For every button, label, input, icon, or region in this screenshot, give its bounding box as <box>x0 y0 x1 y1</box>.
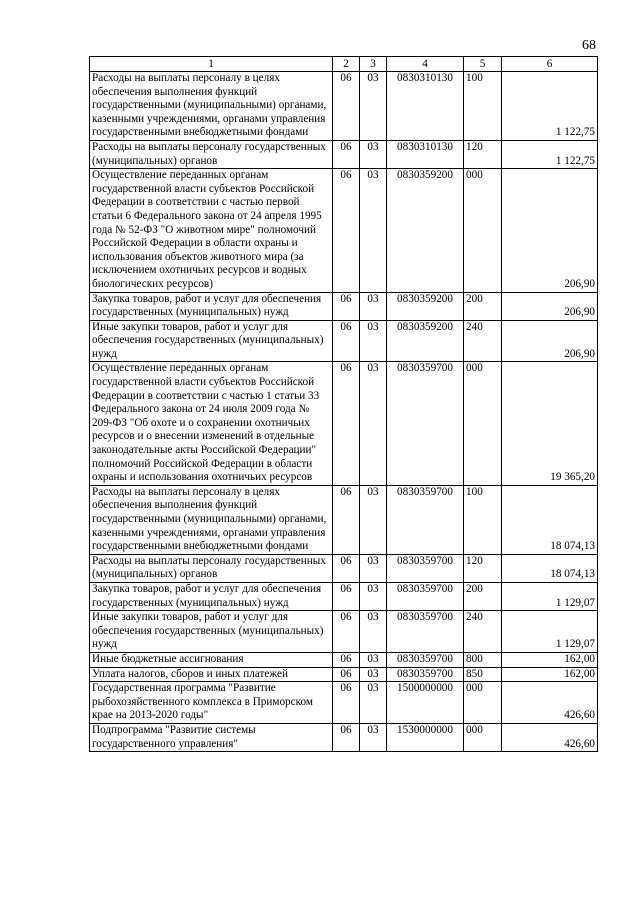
header-col-6: 6 <box>502 57 598 72</box>
subsection-code: 03 <box>360 485 387 554</box>
expense-type-code: 200 <box>464 582 502 610</box>
amount: 206,90 <box>502 292 598 320</box>
section-code: 06 <box>333 485 360 554</box>
target-article-code: 0830359700 <box>387 362 464 485</box>
table-row <box>90 292 598 320</box>
amount: 426,60 <box>502 682 598 724</box>
target-article-code: 0830359200 <box>387 292 464 320</box>
expense-name: Иные закупки товаров, работ и услуг для обеспечения государственных (муниципальных) нужд <box>90 611 333 653</box>
subsection-code: 03 <box>360 292 387 320</box>
table-row <box>90 320 598 362</box>
subsection-code: 03 <box>360 362 387 485</box>
table-row <box>90 485 598 554</box>
section-code: 06 <box>333 723 360 751</box>
subsection-code: 03 <box>360 320 387 362</box>
target-article-code: 0830359700 <box>387 652 464 667</box>
expense-name: Расходы на выплаты персоналу в целях обеспечения выполнения функций государственными (муниципальными) органами, казенными учреждениями, органами управления государственными внебюджетными фондами <box>90 485 333 554</box>
amount: 162,00 <box>502 667 598 682</box>
subsection-code: 03 <box>360 682 387 724</box>
target-article-code: 0830310130 <box>387 72 464 141</box>
expense-name: Расходы на выплаты персоналу государственных (муниципальных) органов <box>90 554 333 582</box>
section-code: 06 <box>333 169 360 292</box>
expense-name: Расходы на выплаты персоналу в целях обеспечения выполнения функций государственными (муниципальными) органами, казенными учреждениями, органами управления государственными внебюджетными фондами <box>90 72 333 141</box>
target-article-code: 0830359700 <box>387 485 464 554</box>
section-code: 06 <box>333 667 360 682</box>
expense-type-code: 120 <box>464 140 502 168</box>
expense-name: Государственная программа "Развитие рыбохозяйственного комплекса в Приморском крае на 2013-2020 годы" <box>90 682 333 724</box>
target-article-code: 1530000000 <box>387 723 464 751</box>
expense-name: Закупка товаров, работ и услуг для обеспечения государственных (муниципальных) нужд <box>90 292 333 320</box>
expense-type-code: 000 <box>464 169 502 292</box>
table-row <box>90 611 598 653</box>
amount: 206,90 <box>502 169 598 292</box>
expense-type-code: 800 <box>464 652 502 667</box>
table-row <box>90 169 598 292</box>
expense-name: Закупка товаров, работ и услуг для обеспечения государственных (муниципальных) нужд <box>90 582 333 610</box>
expense-name: Иные закупки товаров, работ и услуг для обеспечения государственных (муниципальных) нужд <box>90 320 333 362</box>
target-article-code: 0830359700 <box>387 582 464 610</box>
section-code: 06 <box>333 611 360 653</box>
section-code: 06 <box>333 320 360 362</box>
amount: 426,60 <box>502 723 598 751</box>
expense-type-code: 240 <box>464 320 502 362</box>
expense-type-code: 200 <box>464 292 502 320</box>
section-code: 06 <box>333 582 360 610</box>
target-article-code: 0830359700 <box>387 667 464 682</box>
target-article-code: 0830359200 <box>387 320 464 362</box>
expense-type-code: 100 <box>464 72 502 141</box>
expense-name: Осуществление переданных органам государственной власти субъектов Российской Федерации в соответствии с частью первой статьи 6 Федерального закона от 24 апреля 1995 года № 52-ФЗ "О животном мире" полномочий Российской Федерации в области охраны и использования объектов животного мира (за исключением охотничьих ресурсов и водных биологических ресурсов) <box>90 169 333 292</box>
amount: 206,90 <box>502 320 598 362</box>
section-code: 06 <box>333 682 360 724</box>
section-code: 06 <box>333 72 360 141</box>
section-code: 06 <box>333 140 360 168</box>
target-article-code: 0830310130 <box>387 140 464 168</box>
amount: 1 129,07 <box>502 611 598 653</box>
target-article-code: 1500000000 <box>387 682 464 724</box>
header-col-4: 4 <box>387 57 464 72</box>
expense-type-code: 000 <box>464 723 502 751</box>
amount: 18 074,13 <box>502 485 598 554</box>
budget-table <box>89 56 598 752</box>
subsection-code: 03 <box>360 652 387 667</box>
table-row <box>90 652 598 667</box>
expense-type-code: 000 <box>464 682 502 724</box>
table-row <box>90 72 598 141</box>
expense-name: Осуществление переданных органам государственной власти субъектов Российской Федерации в соответствии с частью 1 статьи 33 Федерального закона от 24 июля 2009 года № 209-ФЗ "Об охоте и о сохранении охотничьих ресурсов и о внесении изменений в отдельные законодательные акты Российской Федерации" полномочий Российской Федерации в области охраны и использования охотничьих ресурсов <box>90 362 333 485</box>
table-row <box>90 667 598 682</box>
target-article-code: 0830359700 <box>387 611 464 653</box>
section-code: 06 <box>333 292 360 320</box>
subsection-code: 03 <box>360 667 387 682</box>
table-row <box>90 140 598 168</box>
table-row <box>90 362 598 485</box>
expense-name: Расходы на выплаты персоналу государственных (муниципальных) органов <box>90 140 333 168</box>
table-row <box>90 582 598 610</box>
target-article-code: 0830359700 <box>387 554 464 582</box>
header-col-2: 2 <box>333 57 360 72</box>
table-row <box>90 723 598 751</box>
subsection-code: 03 <box>360 72 387 141</box>
section-code: 06 <box>333 652 360 667</box>
page-number: 68 <box>582 38 596 53</box>
table-row <box>90 682 598 724</box>
header-col-3: 3 <box>360 57 387 72</box>
expense-name: Уплата налогов, сборов и иных платежей <box>90 667 333 682</box>
subsection-code: 03 <box>360 140 387 168</box>
amount: 1 129,07 <box>502 582 598 610</box>
amount: 162,00 <box>502 652 598 667</box>
subsection-code: 03 <box>360 611 387 653</box>
expense-type-code: 240 <box>464 611 502 653</box>
target-article-code: 0830359200 <box>387 169 464 292</box>
amount: 19 365,20 <box>502 362 598 485</box>
subsection-code: 03 <box>360 169 387 292</box>
table-header-row <box>90 57 598 72</box>
subsection-code: 03 <box>360 723 387 751</box>
expense-type-code: 100 <box>464 485 502 554</box>
expense-type-code: 000 <box>464 362 502 485</box>
expense-name: Подпрограмма "Развитие системы государственного управления" <box>90 723 333 751</box>
amount: 18 074,13 <box>502 554 598 582</box>
subsection-code: 03 <box>360 582 387 610</box>
expense-type-code: 120 <box>464 554 502 582</box>
amount: 1 122,75 <box>502 72 598 141</box>
expense-type-code: 850 <box>464 667 502 682</box>
table-row <box>90 554 598 582</box>
section-code: 06 <box>333 554 360 582</box>
expense-name: Иные бюджетные ассигнования <box>90 652 333 667</box>
header-col-1: 1 <box>90 57 333 72</box>
amount: 1 122,75 <box>502 140 598 168</box>
header-col-5: 5 <box>464 57 502 72</box>
subsection-code: 03 <box>360 554 387 582</box>
section-code: 06 <box>333 362 360 485</box>
